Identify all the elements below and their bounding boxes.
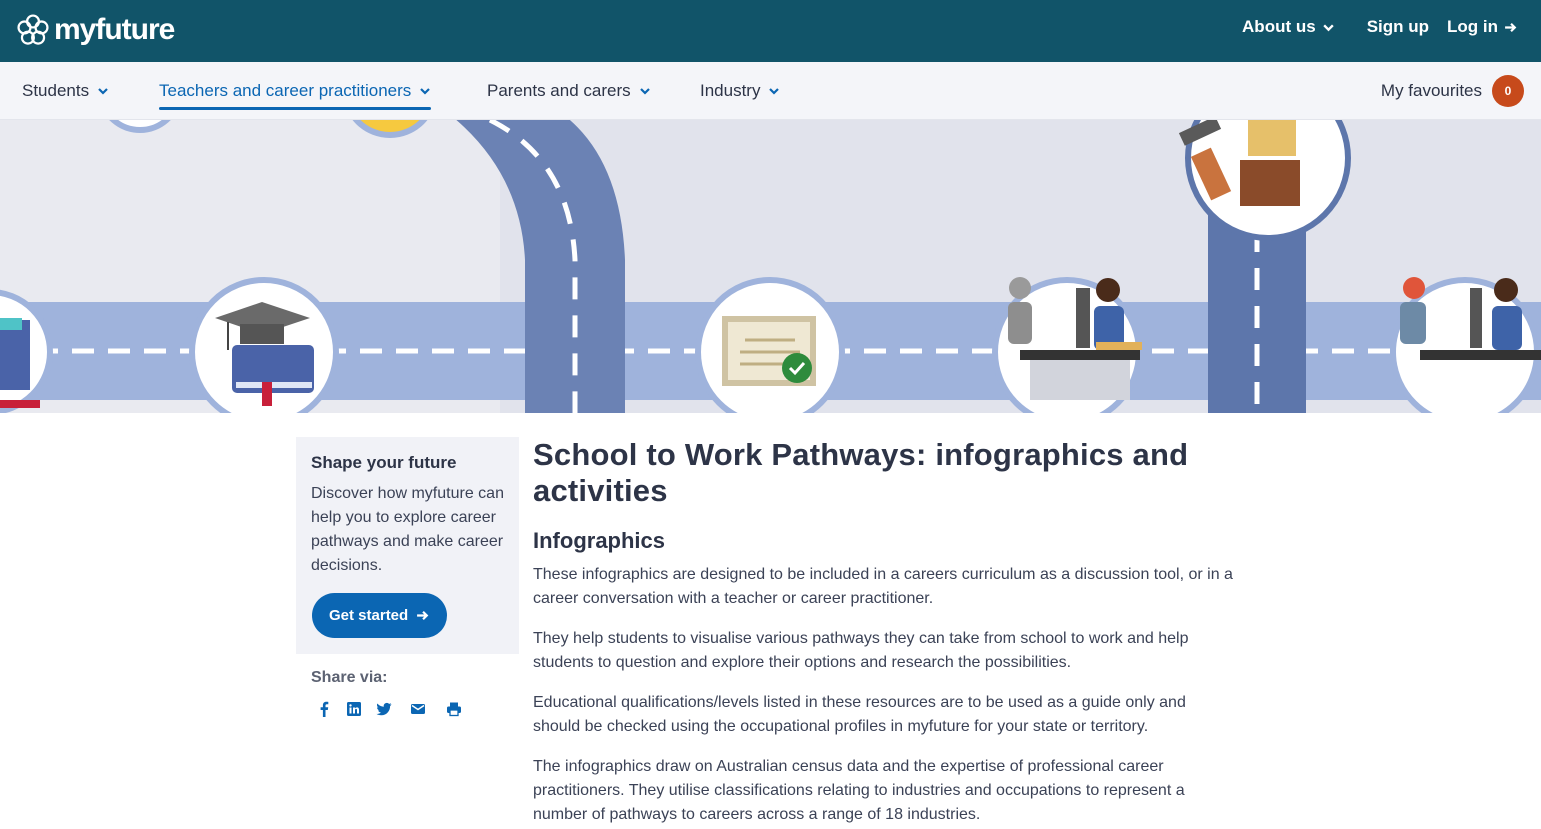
paragraph: Educational qualifications/levels listed in these resources are to be used as a guide only and should be checked using the occupational profiles in myfuture for your state or territory. <box>533 694 1186 735</box>
hero-banner <box>0 120 1541 413</box>
favourites-count-badge: 0 <box>1492 75 1524 107</box>
sign-up-link[interactable] <box>1367 17 1429 37</box>
share-label: Share via: <box>311 669 388 686</box>
promo-text: Discover how myfuture can help you to explore career pathways and make career decisions. <box>311 485 504 574</box>
logo-flower-icon <box>16 13 50 47</box>
nav-item-industry[interactable] <box>700 62 780 120</box>
main-navigation <box>0 62 1541 120</box>
chevron-down-icon <box>768 85 780 97</box>
get-started-button[interactable] <box>312 593 447 638</box>
nav-item-label: Industry <box>700 81 761 100</box>
email-share-button[interactable] <box>405 698 431 720</box>
chevron-down-icon <box>97 85 109 97</box>
facebook-icon <box>316 701 332 717</box>
about-us-menu[interactable] <box>1242 17 1335 37</box>
paragraph: These infographics are designed to be included in a careers curriculum as a discussion tool, or in a career conversation with a teacher or career practitioner. <box>533 566 1233 607</box>
linkedin-share-button[interactable] <box>341 698 367 720</box>
paragraph: They help students to visualise various pathways they can take from school to work and help students to question and explore their options and research the possibilities. <box>533 630 1189 671</box>
nav-item-label: Students <box>22 81 90 100</box>
print-button[interactable] <box>441 698 467 720</box>
chevron-down-icon <box>419 85 431 97</box>
print-icon <box>446 701 462 717</box>
section-title-infographics: Infographics <box>533 528 666 553</box>
twitter-share-button[interactable] <box>371 698 397 720</box>
chevron-down-icon <box>639 85 651 97</box>
nav-item-students[interactable] <box>22 62 109 120</box>
favourites-label: My favourites <box>1380 81 1482 100</box>
arrow-right-icon <box>416 609 429 622</box>
main-content <box>533 437 1233 827</box>
twitter-icon <box>376 701 392 717</box>
nav-item-label: Parents and carers <box>487 81 631 100</box>
promo-title: Shape your future <box>311 453 457 472</box>
my-favourites-link[interactable] <box>1381 62 1524 120</box>
log-in-label: Log in <box>1447 17 1498 36</box>
log-in-link[interactable] <box>1447 17 1517 37</box>
top-header <box>0 0 1541 62</box>
about-us-label: About us <box>1242 17 1316 36</box>
facebook-share-button[interactable] <box>311 698 337 720</box>
chevron-down-icon <box>1322 21 1335 34</box>
brand-name: myfuture <box>54 13 175 46</box>
myfuture-logo[interactable] <box>16 10 174 50</box>
paragraph: The infographics draw on Australian census data and the expertise of professional career practitioners. They utilise classifications relating to industries and occupations to represent a number of pathways to careers across a range of 18 industries. <box>533 758 1185 823</box>
email-icon <box>410 701 426 717</box>
sign-up-label: Sign up <box>1366 17 1430 36</box>
share-icons <box>311 698 471 720</box>
nav-item-label: Teachers and career practitioners <box>159 81 412 100</box>
nav-item-parents[interactable] <box>487 62 651 120</box>
linkedin-icon <box>346 701 362 717</box>
arrow-right-icon <box>1504 21 1517 34</box>
page-title: School to Work Pathways: infographics and activities <box>533 437 1189 508</box>
career-pathway-illustration <box>0 120 1541 413</box>
get-started-label: Get started <box>329 607 409 624</box>
shape-your-future-panel <box>296 437 519 654</box>
nav-item-teachers[interactable] <box>159 62 431 120</box>
